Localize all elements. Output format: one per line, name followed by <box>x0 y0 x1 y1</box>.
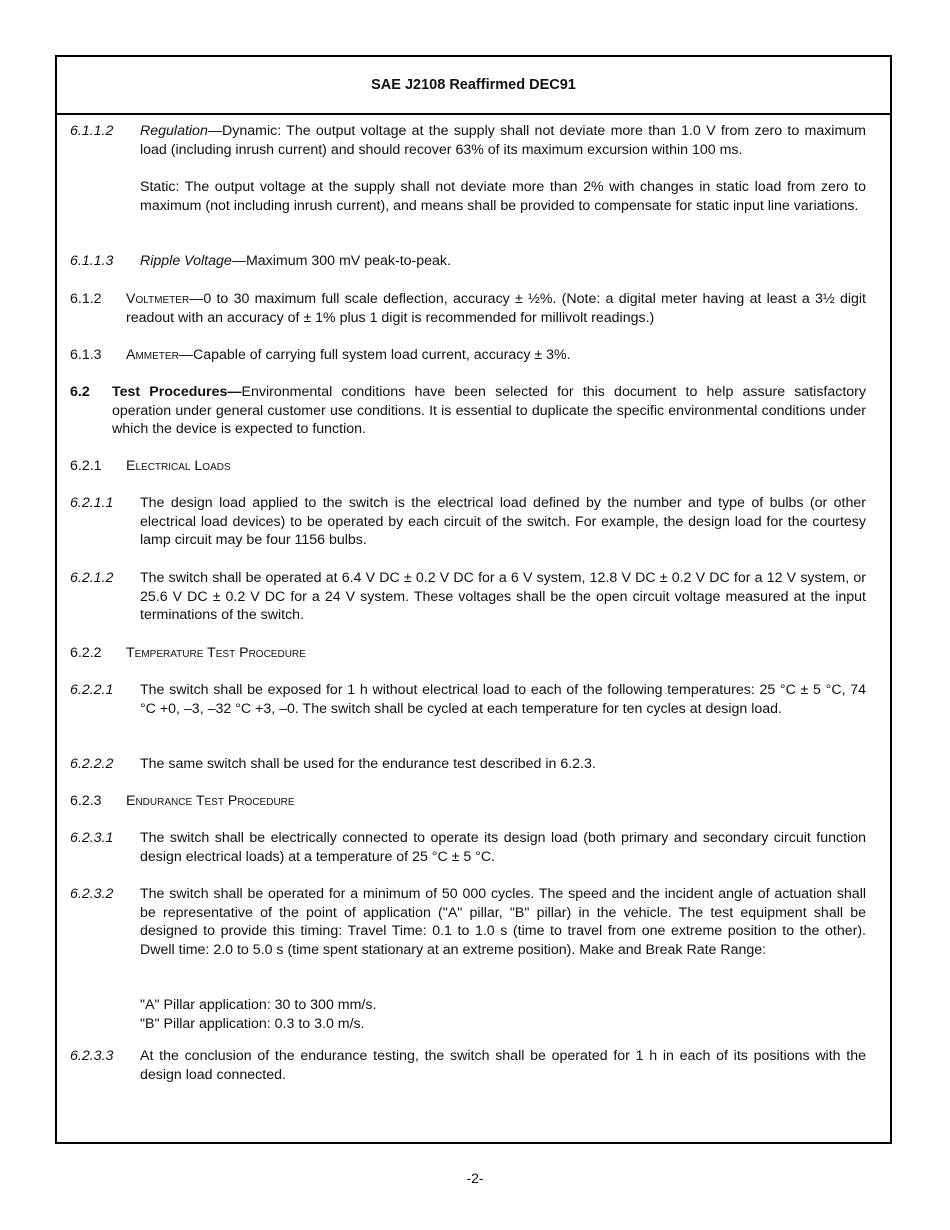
pillar-application-lines <box>140 996 866 1033</box>
paragraph: The switch shall be operated for a minimum of 50 000 cycles. The speed and the incident angle of actuation shall be representative of the point of application ("A" pillar, "B" pillar) in the vehicle. The test equipment shall be designed to provide this timing: Travel Time: 0.1 to 1.0 s (time to travel from one extreme position to the other). Dwell time: 2.0 to 5.0 s (time spent stationary at an extreme position). Make and Break Rate Range: <box>140 886 866 958</box>
section-6-1-2 <box>126 290 866 327</box>
document-header <box>57 57 890 115</box>
term: Ammeter <box>126 347 179 363</box>
section-number: 6.2.2 <box>70 645 102 661</box>
term: Test Procedures— <box>112 384 242 400</box>
section-6-2-3-3 <box>140 1047 866 1084</box>
section-6-2-3-2 <box>140 885 866 959</box>
section-number: 6.2.3 <box>70 793 102 809</box>
section-6-1-3 <box>126 346 866 365</box>
section-number: 6.1.3 <box>70 347 102 363</box>
term: Voltmeter <box>126 291 190 307</box>
page-number: -2- <box>466 1170 484 1186</box>
section-6-2 <box>112 383 866 439</box>
section-6-2-1-2 <box>140 569 866 625</box>
section-6-2-3-1 <box>140 829 866 866</box>
section-number: 6.2.3.2 <box>70 886 114 902</box>
section-number: 6.1.1.2 <box>70 123 114 139</box>
section-number: 6.2 <box>70 384 90 400</box>
section-number: 6.2.1.2 <box>70 570 114 586</box>
section-6-1-1-2 <box>140 122 866 159</box>
section-number: 6.1.2 <box>70 291 102 307</box>
section-number: 6.2.3.3 <box>70 1048 114 1064</box>
paragraph: —Capable of carrying full system load current, accuracy ± 3%. <box>178 347 571 363</box>
paragraph: The switch shall be operated at 6.4 V DC ± 0.2 V DC for a 6 V system, 12.8 V DC ± 0.2 V DC for a 12 V system, or 25.6 V DC ± 0.2 V DC for a 24 V system. These voltages shall be the open circuit voltage measured at the input terminations of the switch. <box>140 570 866 624</box>
paragraph: —Dynamic: The output voltage at the supply shall not deviate more than 1.0 V from zero to maximum load (including inrush current) and should recover 63% of its maximum excursion within 100 ms. <box>140 123 866 158</box>
section-6-2-2-2 <box>140 755 866 774</box>
section-number: 6.1.1.3 <box>70 253 114 269</box>
term: Ripple Voltage <box>140 253 232 269</box>
paragraph: The switch shall be electrically connected to operate its design load (both primary and secondary circuit function design electrical loads) at a temperature of 25 °C ± 5 °C. <box>140 830 866 865</box>
paragraph: At the conclusion of the endurance testing, the switch shall be operated for 1 h in each of its positions with the design load connected. <box>140 1048 866 1083</box>
section-6-1-1-3 <box>140 252 866 271</box>
section-number: 6.2.1 <box>70 458 102 474</box>
document-title: SAE J2108 Reaffirmed DEC91 <box>371 76 576 93</box>
section-number: 6.2.3.1 <box>70 830 114 846</box>
pillar-a-line: "A" Pillar application: 30 to 300 mm/s. <box>140 997 377 1013</box>
paragraph: —Maximum 300 mV peak-to-peak. <box>231 253 451 269</box>
paragraph: The same switch shall be used for the endurance test described in 6.2.3. <box>140 756 596 772</box>
section-heading: Electrical Loads <box>126 458 231 474</box>
section-6-2-1 <box>126 457 866 476</box>
section-number: 6.2.1.1 <box>70 495 114 511</box>
section-6-1-1-2-static <box>140 178 866 215</box>
pillar-b-line: "B" Pillar application: 0.3 to 3.0 m/s. <box>140 1015 365 1032</box>
section-heading: Temperature Test Procedure <box>126 645 306 661</box>
paragraph: Static: The output voltage at the supply shall not deviate more than 2% with changes in static load from zero to maximum (not including inrush current), and means shall be provided to compensate for static input line variations. <box>140 179 866 214</box>
section-number: 6.2.2.2 <box>70 756 114 772</box>
paragraph: The switch shall be exposed for 1 h without electrical load to each of the following temperatures: 25 °C ± 5 °C, 74 °C +0, –3, –32 °C +3, –0. The switch shall be cycled at each temperature for ten cycles at design load. <box>140 682 866 717</box>
section-number: 6.2.2.1 <box>70 682 114 698</box>
paragraph: The design load applied to the switch is the electrical load defined by the number and type of bulbs (or other electrical load devices) to be operated by each circuit of the switch. For example, the design load for the courtesy lamp circuit may be four 1156 bulbs. <box>140 495 866 549</box>
paragraph: Environmental conditions have been selected for this document to help assure satisfactory operation under general customer use conditions. It is essential to duplicate the specific environmental conditions under which the device is expected to function. <box>112 384 866 438</box>
section-6-2-1-1 <box>140 494 866 550</box>
section-heading: Endurance Test Procedure <box>126 793 295 809</box>
section-6-2-2-1 <box>140 681 866 718</box>
section-6-2-2 <box>126 644 866 663</box>
paragraph: —0 to 30 maximum full scale deflection, accuracy ± ½%. (Note: a digital meter having at least a 3½ digit readout with an accuracy of ± 1% plus 1 digit is recommended for millivolt readings.) <box>126 291 866 326</box>
term: Regulation <box>140 123 208 139</box>
section-6-2-3 <box>126 792 866 811</box>
